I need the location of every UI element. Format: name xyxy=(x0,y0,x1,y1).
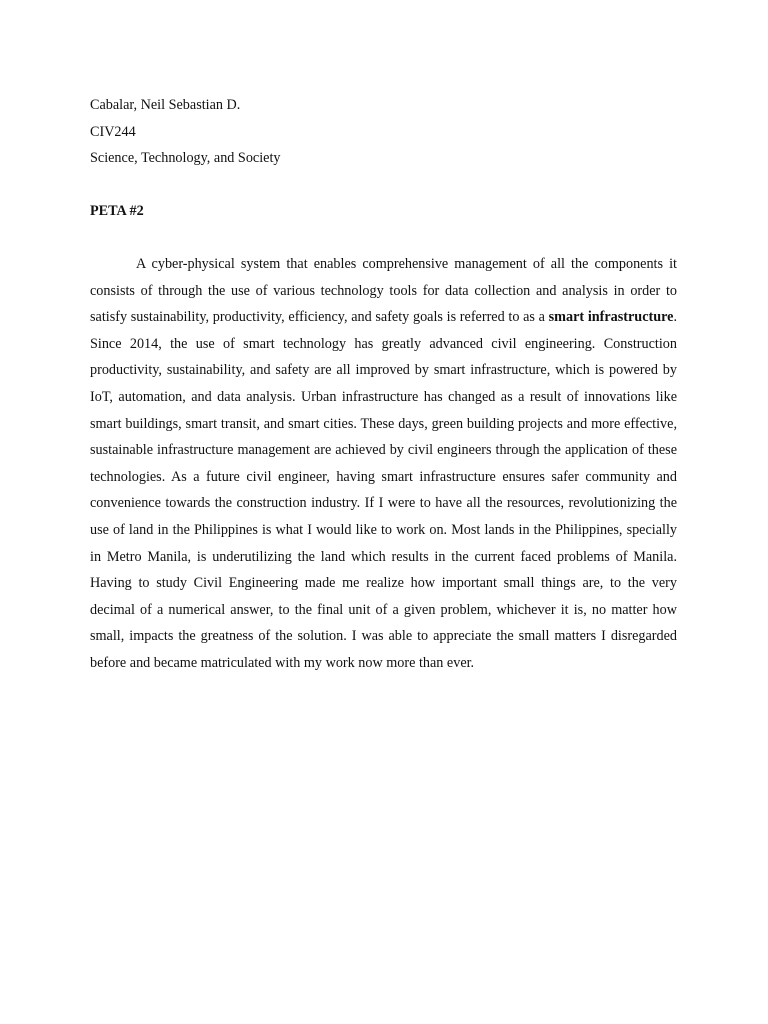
course-title: Science, Technology, and Society xyxy=(90,150,281,166)
paragraph-text-end: . Since 2014, the use of smart technology has greatly advanced civil engineering. Construction productivity, sustainability, and safety are all improved by smart infrastructure, which is powered by IoT, automation, and data analysis. Urban infrastructure has changed as a result of innovations like smart buildings, smart transit, and smart cities. These days, green building projects and more effective, sustainable infrastructure management are achieved by civil engineers through the application of these technologies. As a future civil engineer, having smart infrastructure ensures safer community and convenience towards the construction industry. If I were to have all the resources, revolutionizing the use of land in the Philippines is what I would like to work on. Most lands in the Philippines, specially in Metro Manila, is underutilizing the land which results in the current faced problems of Manila. Having to study Civil Engineering made me realize how important small things are, to the very decimal of a numerical answer, to the final unit of a given problem, whichever it is, no matter how small, impacts the greatness of the solution. I was able to appreciate the small matters I disregarded before and became matriculated with my work now more than ever. xyxy=(90,309,677,671)
header-block xyxy=(90,92,680,172)
paragraph-text-start: A cyber-physical system that enables comprehensive management of all the components it consists of through the use of various technology tools for data collection and analysis in order to satisfy sustainability, productivity, efficiency, and safety goals is referred to as a xyxy=(90,256,677,326)
document-heading: PETA #2 xyxy=(90,203,144,219)
section-code: CIV244 xyxy=(90,123,136,140)
body-paragraph xyxy=(90,251,677,677)
paragraph-emphasis: smart infrastructure xyxy=(548,309,674,326)
author-name: Cabalar, Neil Sebastian D. xyxy=(90,97,241,113)
